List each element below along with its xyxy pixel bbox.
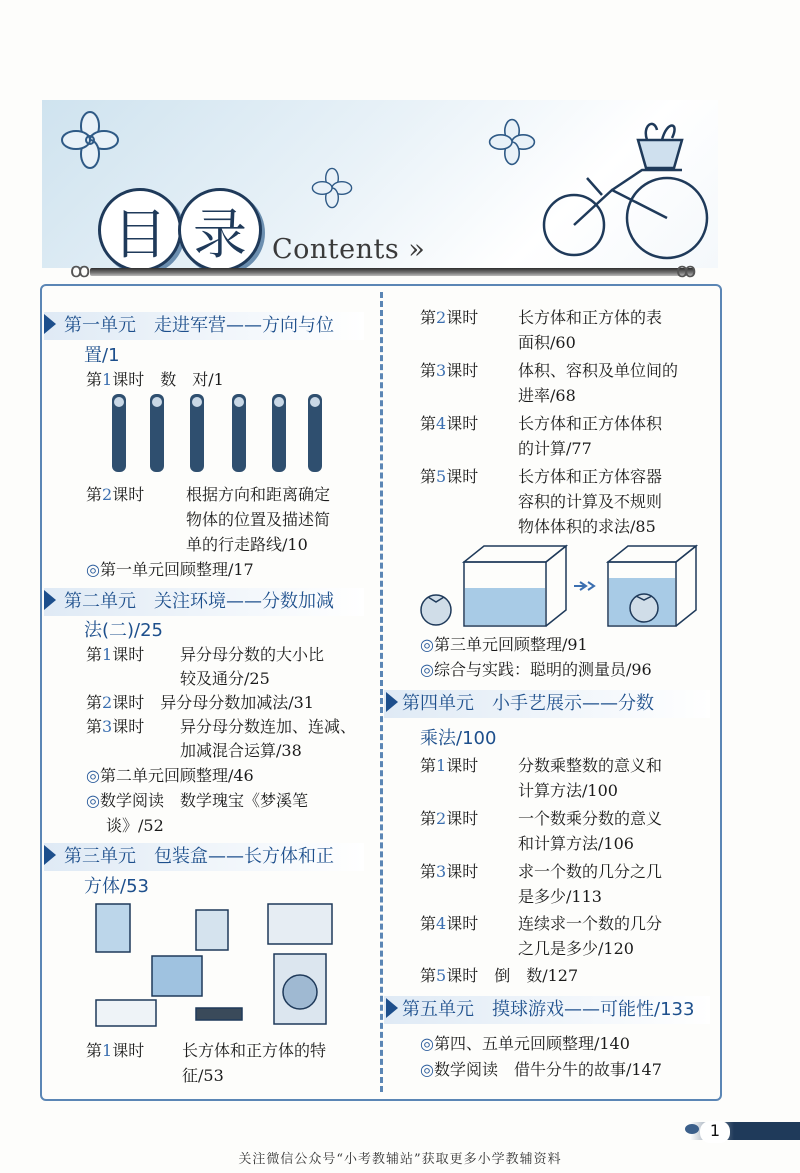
water-tank-illustration <box>414 542 704 630</box>
lesson-title-line: 连续求一个数的几分 <box>518 914 663 933</box>
lesson-title-line: 单的行走路线/10 <box>186 535 308 554</box>
lesson-label: 第 <box>420 966 437 985</box>
flower-icon <box>490 120 535 165</box>
unit2-title[interactable]: 第二单元 关注环境——分数加减 <box>64 591 334 612</box>
lesson-suffix: 课时 <box>446 467 479 486</box>
lesson-num: 1 <box>102 370 113 389</box>
practice-item[interactable] <box>420 662 652 678</box>
title-char-2: 录 <box>178 188 262 272</box>
footer-note: 关注微信公众号“小考教辅站”获取更多小学教辅资料 <box>238 1152 562 1167</box>
unit-arrow-icon <box>44 314 56 334</box>
unit3-title-cont[interactable]: 方体/53 <box>84 876 149 897</box>
flower-icon <box>312 168 351 207</box>
unit3-lesson5[interactable] <box>420 469 478 485</box>
lesson-num: 1 <box>102 1041 113 1060</box>
microwave-icon <box>268 904 332 944</box>
lesson-suffix: 课时 <box>112 645 145 664</box>
unit4-lesson3[interactable] <box>420 864 478 880</box>
lesson-title-line: 长方体和正方体容器 <box>518 467 663 486</box>
lesson-suffix: 课时 <box>112 370 145 389</box>
lesson-num: 3 <box>436 361 447 380</box>
soldiers-illustration <box>100 392 340 476</box>
unit2-reading[interactable] <box>86 793 308 809</box>
unit1-review[interactable] <box>86 562 254 578</box>
review-label: 第三单元回顾整理/91 <box>433 635 588 654</box>
bicycle-icon <box>544 124 707 258</box>
lesson-label: 第 <box>420 467 437 486</box>
header-rule <box>90 268 694 276</box>
lesson-label: 第 <box>420 361 437 380</box>
lesson-label: 第 <box>420 809 437 828</box>
lesson-num: 3 <box>436 862 447 881</box>
column-divider <box>380 292 383 1092</box>
device-icon <box>196 1008 242 1020</box>
lesson-title-line: 一个数乘分数的意义 <box>518 809 663 828</box>
math-reading[interactable] <box>420 1062 662 1078</box>
lesson-suffix: 课时 <box>446 966 479 985</box>
unit2-reading-cont: 谈》/52 <box>106 816 164 835</box>
lesson-title-line: 物体体积的求法/85 <box>518 517 656 536</box>
unit2-review[interactable] <box>86 768 254 784</box>
lesson-label: 第 <box>86 717 103 736</box>
lesson-title-line: 长方体和正方体的特 <box>182 1041 327 1060</box>
lesson-num: 1 <box>102 645 113 664</box>
hook-icon: ꝏ <box>676 258 697 282</box>
review-mark-icon: ◎ <box>86 560 100 579</box>
unit1-lesson2[interactable] <box>86 487 144 503</box>
unit-arrow-icon <box>386 692 398 712</box>
lesson-title-line: 容积的计算及不规则 <box>518 492 663 511</box>
lesson-suffix: 课时 <box>112 1041 145 1060</box>
unit4-lesson4[interactable] <box>420 916 478 932</box>
unit5-title[interactable]: 第五单元 摸球游戏——可能性/133 <box>402 999 695 1020</box>
lesson-num: 2 <box>102 485 113 504</box>
lesson-label: 第 <box>86 485 103 504</box>
unit4-title[interactable]: 第四单元 小手艺展示——分数 <box>402 693 654 714</box>
unit2-title-cont[interactable]: 法(二)/25 <box>84 620 164 641</box>
unit3-lesson3[interactable] <box>420 363 478 379</box>
lesson-suffix: 课时 <box>446 809 479 828</box>
review-mark-icon: ◎ <box>420 1034 434 1053</box>
flower-icon <box>62 112 118 168</box>
review-mark-icon: ◎ <box>420 635 434 654</box>
unit1-lesson1[interactable] <box>86 372 224 388</box>
lesson-label: 第 <box>86 693 103 712</box>
unit-arrow-icon <box>44 845 56 865</box>
lesson-title-line: 征/53 <box>182 1066 224 1085</box>
lesson-title-line: 的计算/77 <box>518 439 592 458</box>
unit4-title-cont[interactable]: 乘法/100 <box>420 728 497 749</box>
lesson-label: 第 <box>420 414 437 433</box>
unit3-review[interactable] <box>420 637 588 653</box>
lesson-title-line: 根据方向和距离确定 <box>186 485 331 504</box>
lesson-label: 第 <box>86 645 103 664</box>
lesson-suffix: 课时 <box>112 717 145 736</box>
unit2-lesson2[interactable] <box>86 695 314 711</box>
lesson-suffix: 课时 <box>446 914 479 933</box>
unit-arrow-icon <box>386 998 398 1018</box>
unit3-title[interactable]: 第三单元 包装盒——长方体和正 <box>64 846 334 867</box>
lesson-num: 2 <box>436 809 447 828</box>
lesson-num: 2 <box>436 308 447 327</box>
review-mark-icon: ◎ <box>86 766 100 785</box>
lesson-title-line: 物体的位置及描述简 <box>186 510 331 529</box>
lesson-title: 倒 数/127 <box>494 966 579 985</box>
unit1-title-cont[interactable]: 置/1 <box>84 345 120 366</box>
review-mark-icon: ◎ <box>420 1060 434 1079</box>
lesson-title-line: 计算方法/100 <box>518 781 618 800</box>
lesson-num: 5 <box>436 966 447 985</box>
leaf-icon <box>685 1124 699 1134</box>
lesson-title-line: 分数乘整数的意义和 <box>518 756 663 775</box>
lesson-num: 4 <box>436 414 447 433</box>
lesson-title-line: 加减混合运算/38 <box>180 741 302 760</box>
unit3-lesson2[interactable] <box>420 310 478 326</box>
unit4-lesson5[interactable] <box>420 968 578 984</box>
lesson-title-line: 长方体和正方体的表 <box>518 308 663 327</box>
lesson-suffix: 课时 <box>446 862 479 881</box>
lesson-num: 1 <box>436 756 447 775</box>
hook-icon: ꝏ <box>70 258 91 282</box>
lesson-num: 5 <box>436 467 447 486</box>
review-mark-icon: ◎ <box>420 660 434 679</box>
lesson-title-line: 进率/68 <box>518 386 576 405</box>
contents-label: Contents » <box>272 234 426 265</box>
lesson-title-line: 是多少/113 <box>518 887 602 906</box>
lesson-suffix: 课时 <box>446 361 479 380</box>
lesson-title-line: 异分母分数连加、连减、 <box>180 717 357 736</box>
unit2-lesson3[interactable] <box>86 719 144 735</box>
lesson-label: 第 <box>420 756 437 775</box>
unit45-review[interactable] <box>420 1036 630 1052</box>
lesson-title: 数 对/1 <box>160 370 224 389</box>
unit4-lesson2[interactable] <box>420 811 478 827</box>
lesson-suffix: 课时 <box>446 414 479 433</box>
lesson-title-line: 较及通分/25 <box>180 669 270 688</box>
unit3-lesson1[interactable] <box>86 1043 144 1059</box>
review-label: 第一单元回顾整理/17 <box>99 560 254 579</box>
unit4-lesson1[interactable] <box>420 758 478 774</box>
lesson-label: 第 <box>86 370 103 389</box>
lesson-suffix: 课时 <box>112 693 145 712</box>
lesson-suffix: 课时 <box>112 485 145 504</box>
lesson-title-line: 和计算方法/106 <box>518 834 634 853</box>
review-label: 第四、五单元回顾整理/140 <box>433 1034 630 1053</box>
tomato-icon <box>421 595 451 625</box>
lesson-title-line: 之几是多少/120 <box>518 939 634 958</box>
unit3-lesson4[interactable] <box>420 416 478 432</box>
lesson-suffix: 课时 <box>446 308 479 327</box>
lesson-num: 3 <box>102 717 113 736</box>
lesson-title-line: 异分母分数的大小比 <box>180 645 325 664</box>
lesson-label: 第 <box>420 914 437 933</box>
lesson-title: 异分母分数加减法/31 <box>160 693 314 712</box>
lesson-title-line: 面积/60 <box>518 333 576 352</box>
reading-label: 数学阅读 数学瑰宝《梦溪笔 <box>99 791 308 810</box>
title-char-1: 目 <box>98 188 182 272</box>
lesson-title-line: 求一个数的几分之几 <box>518 862 663 881</box>
lesson-title-line: 体积、容积及单位间的 <box>518 361 679 380</box>
reading-label: 数学阅读 借牛分牛的故事/147 <box>433 1060 662 1079</box>
lesson-label: 第 <box>420 862 437 881</box>
packaging-illustration <box>92 900 342 1030</box>
unit2-lesson1[interactable] <box>86 647 144 663</box>
lesson-num: 2 <box>102 693 113 712</box>
box-icon <box>196 910 228 950</box>
lesson-label: 第 <box>86 1041 103 1060</box>
box-icon <box>96 904 130 952</box>
box-icon <box>96 1000 156 1026</box>
review-label: 第二单元回顾整理/46 <box>99 766 254 785</box>
unit-arrow-icon <box>44 590 56 610</box>
lesson-num: 4 <box>436 914 447 933</box>
box-icon <box>152 956 202 996</box>
unit1-title[interactable]: 第一单元 走进军营——方向与位 <box>64 315 334 336</box>
practice-label: 综合与实践：聪明的测量员/96 <box>433 660 652 679</box>
review-mark-icon: ◎ <box>86 791 100 810</box>
lesson-suffix: 课时 <box>446 756 479 775</box>
lesson-title-line: 长方体和正方体体积 <box>518 414 663 433</box>
lesson-label: 第 <box>420 308 437 327</box>
page-number: 1 <box>700 1121 730 1143</box>
tomato-icon <box>630 594 658 622</box>
